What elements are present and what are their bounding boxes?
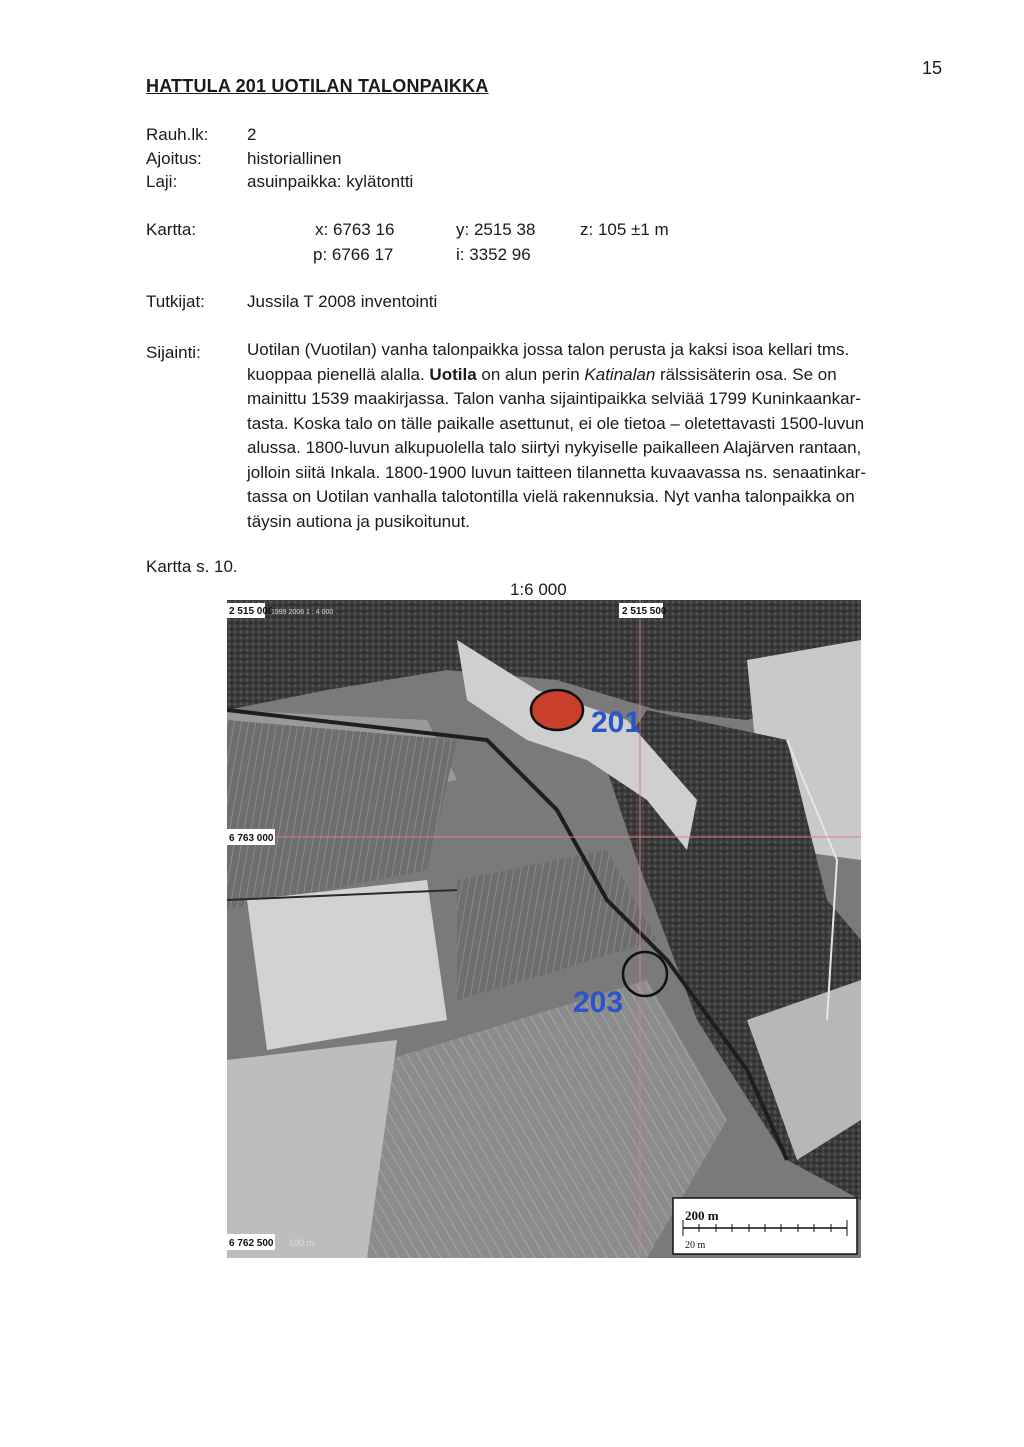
desc-line — [247, 363, 937, 388]
coord-label-top-right: 2 515 500 — [622, 606, 667, 617]
desc-line: mainittu 1539 maakirjassa. Talon vanha sijaintipaikka selviää 1799 Kuninkaankar- — [247, 389, 861, 408]
sijainti-description — [247, 338, 937, 534]
site-201-area — [531, 690, 583, 730]
ajoitus-value: historiallinen — [247, 149, 342, 168]
desc-text: on alun perin — [476, 364, 585, 384]
coord-label-top-left: 2 515 000 — [229, 606, 274, 617]
map-scale-label: 1:6 000 — [510, 580, 567, 599]
desc-line: Uotilan (Vuotilan) vanha talonpaikka jossa talon perusta ja kaksi isoa kellari tms. — [247, 340, 850, 359]
coord-p: p: 6766 17 — [313, 245, 394, 264]
coord-label-top-left-small: 1999 2006 1 : 4 000 — [271, 609, 334, 616]
map-light-field-center — [247, 880, 447, 1050]
sijainti-label: Sijainti: — [146, 343, 201, 362]
desc-line: jolloin siitä Inkala. 1800-1900 luvun taitteen tilannetta kuvaavassa ns. senaatinkar- — [247, 462, 866, 482]
ajoitus-label: Ajoitus: — [146, 149, 202, 168]
desc-line: alussa. 1800-luvun alkupuolella talo siirtyi nykyiselle paikalleen Alajärven rantaan, — [247, 438, 862, 457]
coord-label-bottom-left: 6 762 500 — [229, 1238, 274, 1249]
desc-line: täysin autiona ja pusikoitunut. — [247, 511, 471, 531]
rauhlk-label: Rauh.lk: — [146, 125, 209, 144]
site-203-number: 203 — [573, 986, 624, 1019]
laji-label: Laji: — [146, 172, 178, 191]
scalebar-small-label: 20 m — [685, 1240, 706, 1251]
kartta-label: Kartta: — [146, 220, 197, 239]
laji-value: asuinpaikka: kylätontti — [247, 172, 414, 191]
desc-text: rälssisäterin osa. Se on — [655, 364, 837, 384]
coord-label-mid-left: 6 763 000 — [229, 833, 274, 844]
coord-i: i: 3352 96 — [456, 245, 531, 264]
desc-text: kuoppaa pienellä alalla. — [247, 364, 430, 384]
small-scale-label: 100 m — [289, 1238, 315, 1248]
desc-italic-katinalan: Katinalan — [584, 364, 656, 384]
rauhlk-value: 2 — [247, 125, 257, 144]
tutkijat-label: Tutkijat: — [146, 292, 205, 311]
tutkijat-value: Jussila T 2008 inventointi — [247, 292, 438, 311]
coord-x: x: 6763 16 — [315, 220, 395, 239]
map-caption: Kartta s. 10. — [146, 557, 238, 576]
site-201-number: 201 — [591, 706, 642, 739]
page-title: HATTULA 201 UOTILAN TALONPAIKKA — [146, 76, 489, 96]
desc-line: tassa on Uotilan vanhalla talotontilla vielä rakennuksia. Nyt vanha talonpaikka on — [247, 487, 855, 506]
desc-line: tasta. Koska talo on tälle paikalle asettunut, ei ole tietoa – oletettavasti 1500-luvun — [247, 413, 865, 433]
page-number: 15 — [922, 58, 943, 78]
aerial-map — [227, 600, 861, 1258]
scalebar-big-label: 200 m — [685, 1208, 719, 1223]
desc-bold-uotila: Uotila — [429, 364, 477, 384]
coord-y: y: 2515 38 — [456, 220, 536, 239]
coord-z: z: 105 ±1 m — [580, 220, 669, 239]
